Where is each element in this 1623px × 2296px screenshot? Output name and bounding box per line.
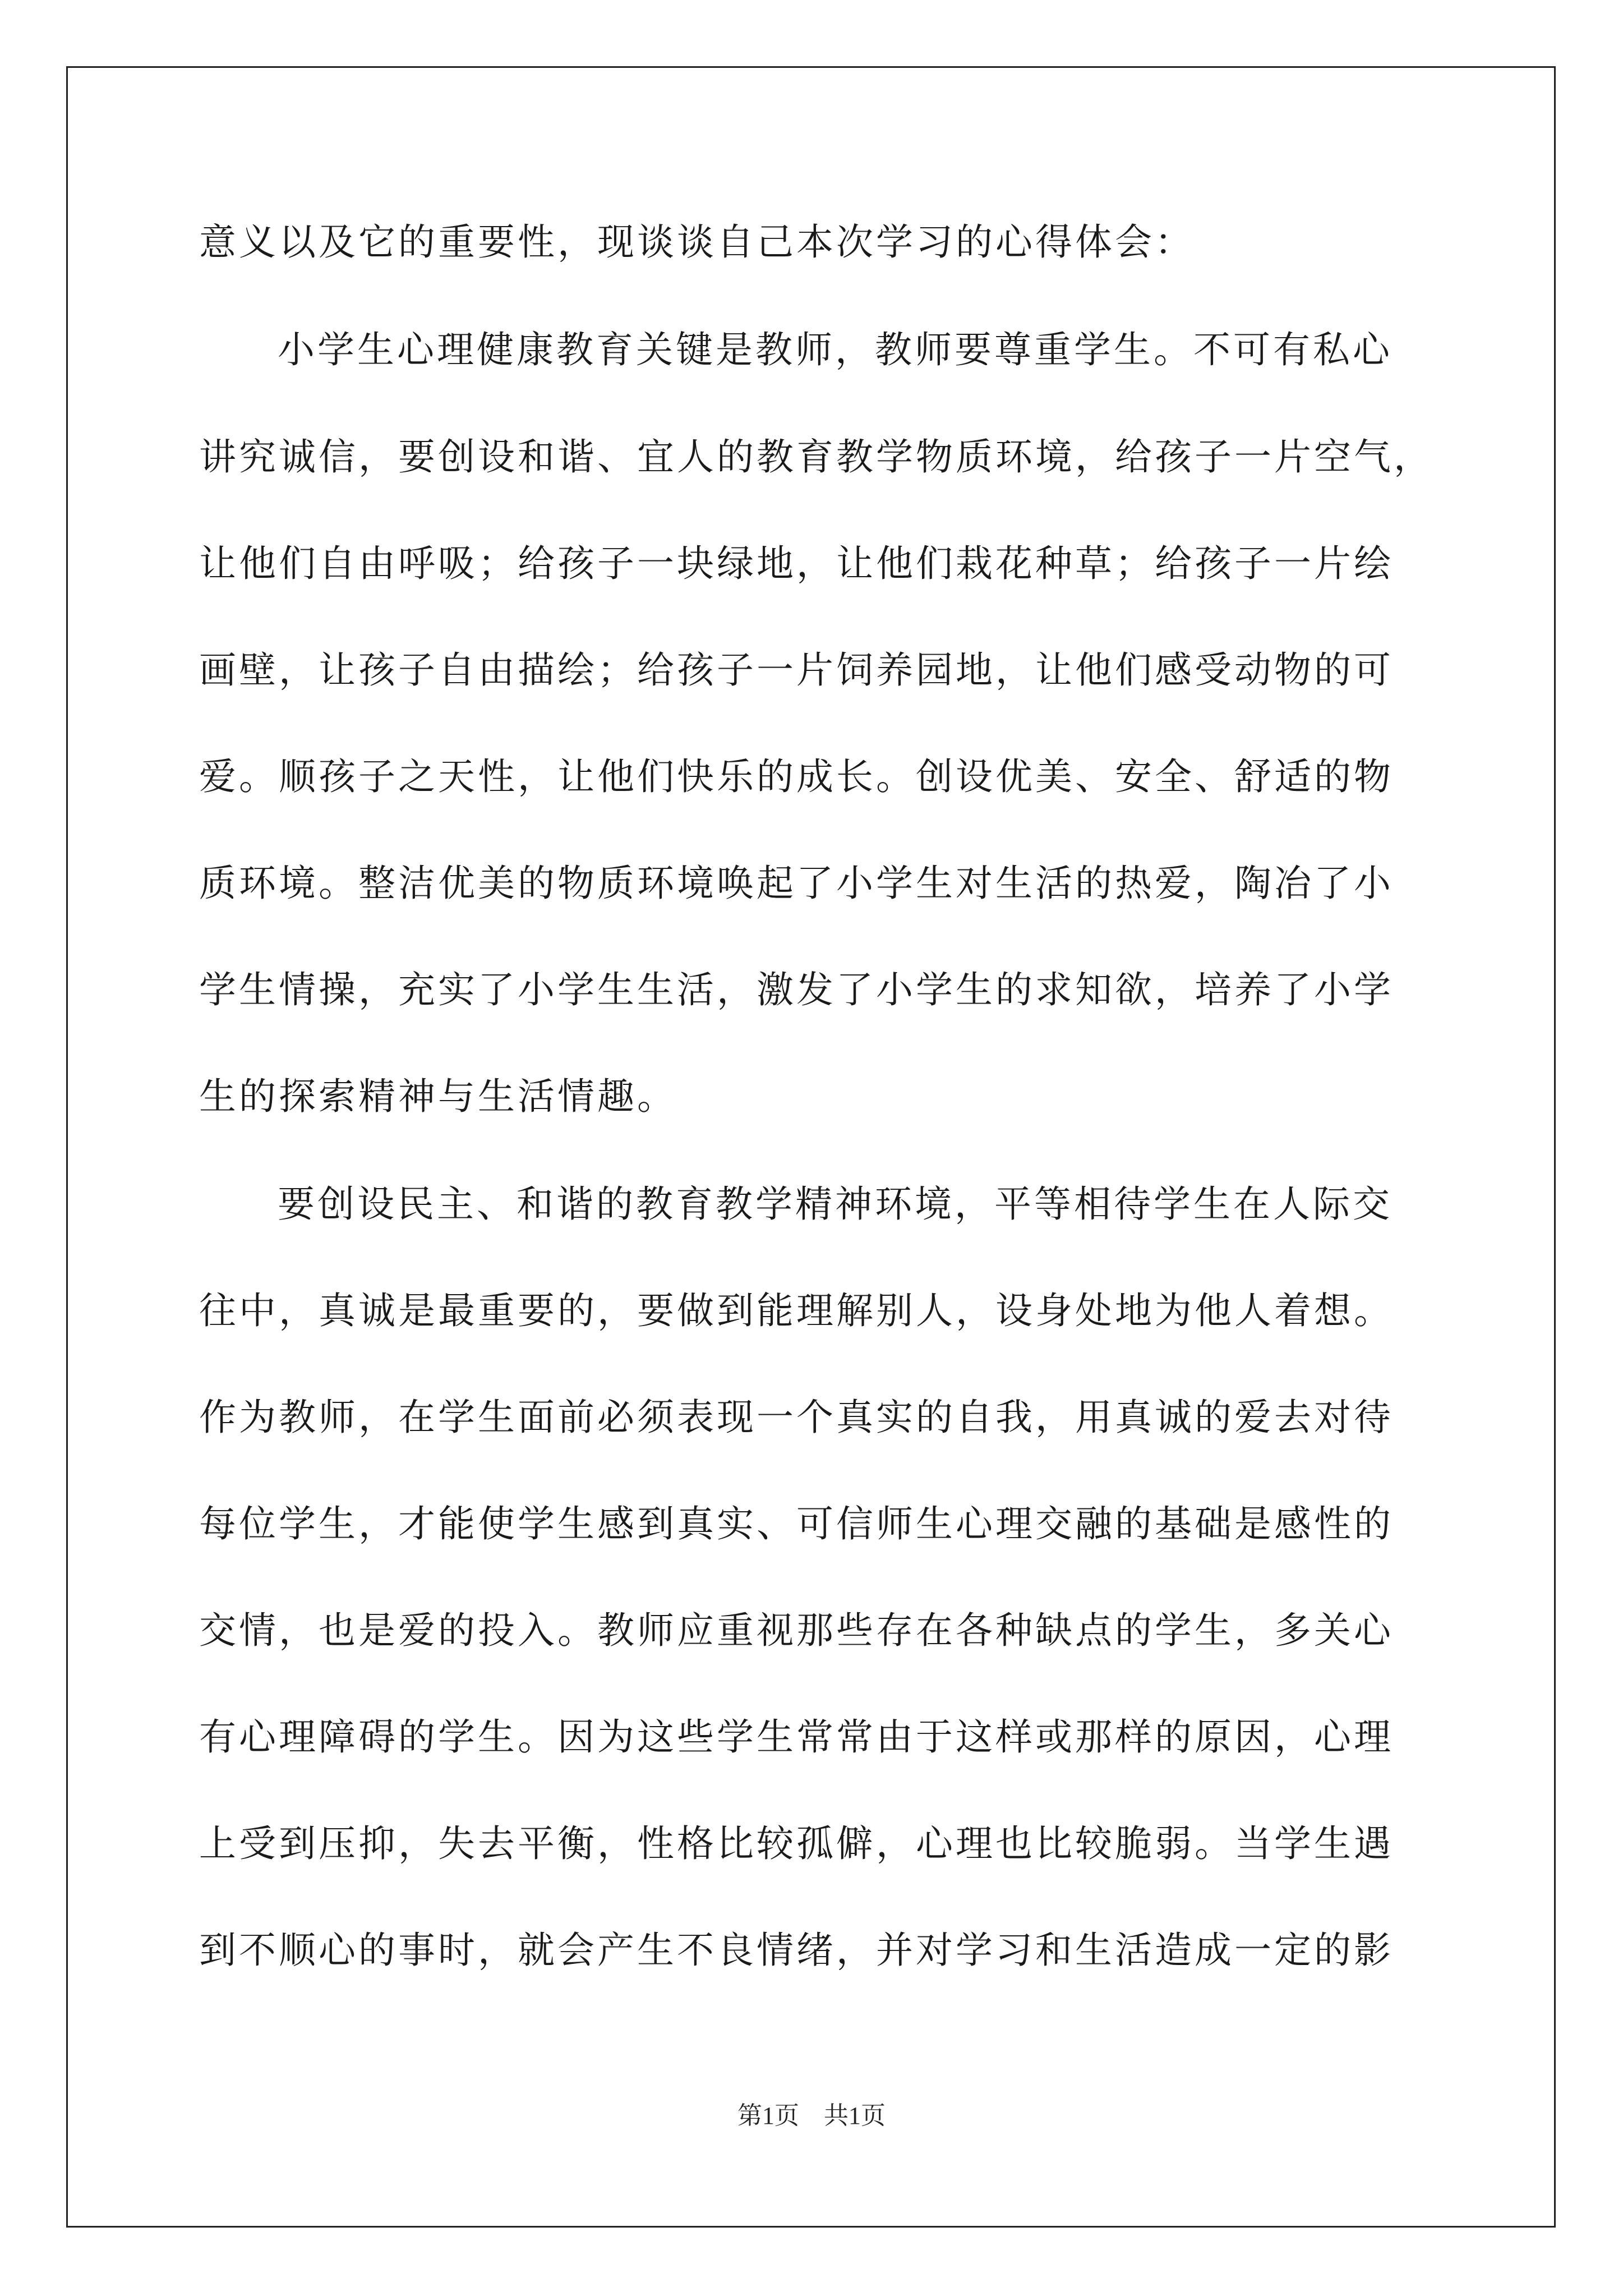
text-line: 往中，真诚是最重要的，要做到能理解别人，设身处地为他人着想。 — [199, 1289, 1394, 1332]
text-line: 上受到压抑，失去平衡，性格比较孤僻，心理也比较脆弱。当学生遇 — [199, 1822, 1394, 1865]
text-line: 小学生心理健康教育关键是教师，教师要尊重学生。不可有私心 — [278, 328, 1393, 371]
text-line: 生的探索精神与生活情趣。 — [199, 1075, 677, 1118]
text-line: 讲究诚信，要创设和谐、宜人的教育教学物质环境，给孩子一片空气， — [199, 435, 1433, 478]
text-line: 让他们自由呼吸；给孩子一块绿地，让他们栽花种草；给孩子一片绘 — [199, 542, 1394, 585]
page-border — [66, 66, 1556, 2228]
text-line: 画壁，让孩子自由描绘；给孩子一片饲养园地，让他们感受动物的可 — [199, 648, 1394, 692]
text-line: 爱。顺孩子之天性，让他们快乐的成长。创设优美、安全、舒适的物 — [199, 755, 1394, 798]
text-line: 要创设民主、和谐的教育教学精神环境，平等相待学生在人际交 — [278, 1182, 1393, 1226]
text-line: 质环境。整洁优美的物质环境唤起了小学生对生活的热爱，陶冶了小 — [199, 862, 1394, 905]
text-line: 意义以及它的重要性，现谈谈自己本次学习的心得体会： — [199, 220, 1195, 264]
text-line: 作为教师，在学生面前必须表现一个真实的自我，用真诚的爱去对待 — [199, 1396, 1394, 1439]
page-footer: 第1页 共1页 — [737, 2102, 886, 2129]
text-line: 学生情操，充实了小学生生活，激发了小学生的求知欲，培养了小学 — [199, 968, 1394, 1011]
text-line: 每位学生，才能使学生感到真实、可信师生心理交融的基础是感性的 — [199, 1502, 1394, 1545]
text-line: 交情，也是爱的投入。教师应重视那些存在各种缺点的学生，多关心 — [199, 1609, 1394, 1652]
text-line: 到不顺心的事时，就会产生不良情绪，并对学习和生活造成一定的影 — [199, 1929, 1394, 1972]
text-line: 有心理障碍的学生。因为这些学生常常由于这样或那样的原因，心理 — [199, 1715, 1394, 1759]
